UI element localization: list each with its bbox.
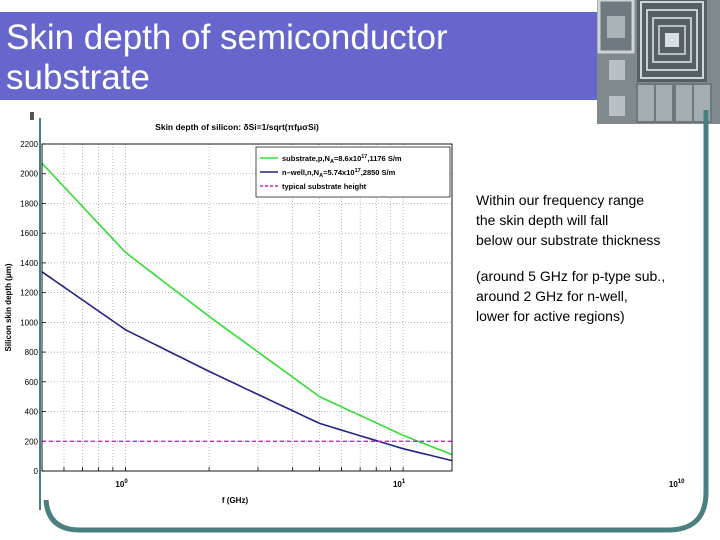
y-axis-label: Silicon skin depth (μm)	[4, 263, 13, 352]
x-tick-label: $10^1$	[392, 479, 406, 489]
y-tick-label: 2200	[20, 140, 38, 149]
paragraph-2-line-2: around 2 GHz for n-well,	[476, 288, 628, 304]
legend-label-2: $n-well,n,N_A=5.74x10^{17},2850$ S/m	[282, 168, 396, 179]
paragraph-2-line-3: lower for active regions)	[476, 308, 625, 324]
paragraph-1-line-2: the skin depth will fall	[476, 212, 609, 228]
paragraph-1	[476, 190, 706, 250]
legend-label-1: $substrate,p,N_A=8.6x10^{17},1176$ S/m	[282, 154, 402, 165]
x-tick-label: $10^0$	[115, 479, 128, 489]
title-line-2: substrate	[6, 58, 150, 97]
paragraph-1-line-3: below our substrate thickness	[476, 232, 661, 248]
y-tick-label: 600	[24, 377, 38, 387]
paragraph-2	[476, 266, 706, 326]
x-tick-label: $10^{10}$	[668, 479, 685, 489]
y-tick-label: 400	[24, 407, 38, 417]
paragraph-1-line-1: Within our frequency range	[476, 192, 645, 208]
chart-title: Skin depth of silicon: δSi=1/sqrt(πfμσSi)	[155, 122, 319, 132]
y-tick-label: 200	[24, 437, 38, 447]
y-tick-label: 1800	[20, 199, 38, 209]
y-tick-label: 1200	[20, 288, 38, 298]
y-tick-label: 1400	[20, 258, 38, 268]
y-tick-label: 800	[24, 348, 38, 358]
y-tick-label: 2000	[20, 169, 38, 179]
paragraph-2-line-1: (around 5 GHz for p-type sub.,	[476, 268, 666, 284]
y-tick-label: 0	[33, 467, 38, 476]
title-line-1: Skin depth of semiconductor	[6, 18, 448, 57]
y-tick-label: 1000	[20, 318, 38, 328]
x-axis-label: f (GHz)	[221, 496, 249, 505]
legend-label-3: typical substrate height	[282, 182, 367, 191]
y-tick-label: 1600	[20, 229, 38, 239]
